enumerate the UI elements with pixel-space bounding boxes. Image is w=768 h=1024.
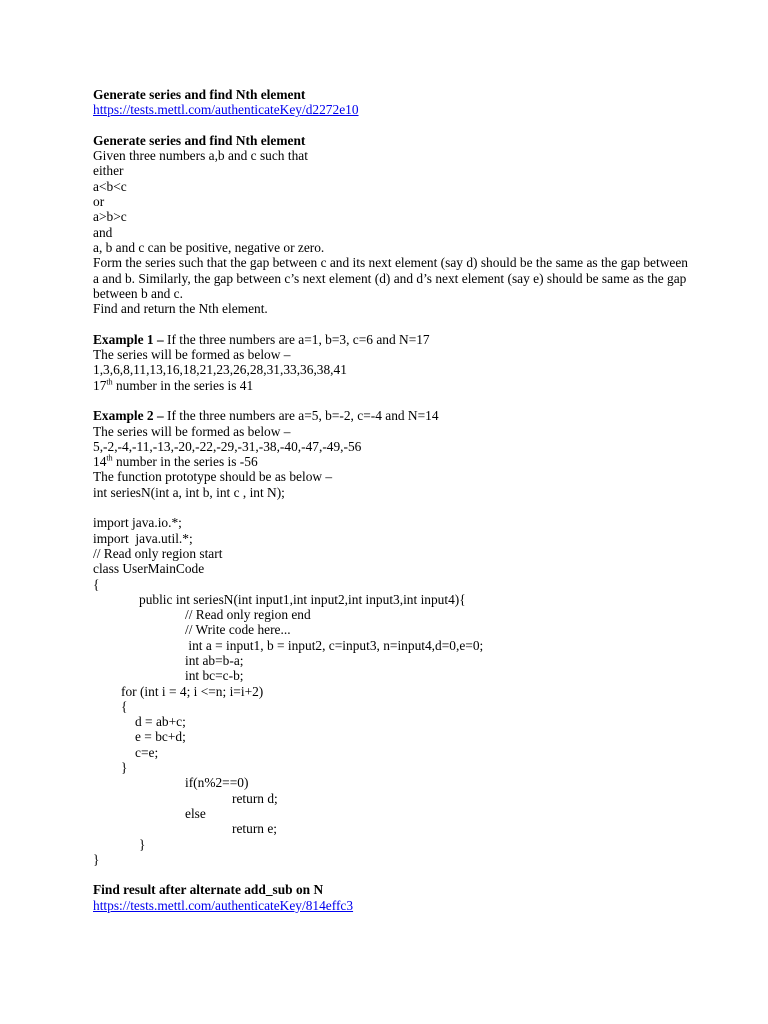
example-1-nth: [93, 378, 693, 393]
code-line: d = ab+c;: [135, 714, 186, 730]
problem-final-line: Find and return the Nth element.: [93, 301, 268, 317]
code-line: class UserMainCode: [93, 561, 205, 577]
example-2-nth-text: number in the series is -56: [112, 454, 258, 470]
code-line: return d;: [232, 790, 278, 806]
test-link[interactable]: https://tests.mettl.com/authenticateKey/d2272e10: [93, 102, 359, 118]
example-2-line2: The series will be formed as below –: [93, 423, 291, 439]
problem-line: and: [93, 224, 113, 240]
code-comment: // Write code here...: [185, 622, 291, 638]
example-2-statement: [93, 408, 693, 423]
example-1-series: 1,3,6,8,11,13,16,18,21,23,26,28,31,33,36,38,41: [93, 362, 347, 378]
example-2-label: Example 2 –: [93, 408, 164, 424]
problem-line: Given three numbers a,b and c such that: [93, 148, 308, 164]
code-brace: {: [121, 698, 128, 714]
prototype-intro: The function prototype should be as below –: [93, 469, 333, 485]
problem-title: Generate series and find Nth element: [93, 132, 306, 148]
code-line: if(n%2==0): [185, 775, 249, 791]
test-link[interactable]: https://tests.mettl.com/authenticateKey/814effc3: [93, 897, 354, 913]
example-2-series: 5,-2,-4,-11,-13,-20,-22,-29,-31,-38,-40,-47,-49,-56: [93, 438, 362, 454]
code-line: public int seriesN(int input1,int input2,int input3,int input4){: [139, 591, 466, 607]
problem-line: or: [93, 194, 105, 210]
example-2-text: If the three numbers are a=5, b=-2, c=-4 and N=14: [163, 408, 439, 424]
problem-line: a<b<c: [93, 178, 127, 194]
problem-line: a>b>c: [93, 209, 127, 225]
problem-paragraph: Form the series such that the gap between c and its next element (say d) should be the same as the gap between a and b. Similarly, the gap between c’s next element (d) and d’s next element (say e) should be same as the gap between b and c.: [93, 255, 688, 301]
code-comment: // Read only region start: [93, 545, 223, 561]
example-2-nth-suffix: th: [106, 453, 113, 463]
example-1-label: Example 1 –: [93, 331, 164, 347]
code-line: int bc=c-b;: [185, 668, 244, 684]
example-2-nth: [93, 454, 693, 469]
code-line: return e;: [232, 821, 277, 837]
code-brace: {: [93, 576, 100, 592]
section-heading: Find result after alternate add_sub on N: [93, 882, 324, 898]
code-line: int a = input1, b = input2, c=input3, n=input4,d=0,e=0;: [185, 637, 484, 653]
example-1-statement: [93, 332, 693, 347]
code-line: c=e;: [135, 744, 159, 760]
code-line: int ab=b-a;: [185, 652, 244, 668]
code-line: import java.io.*;: [93, 515, 182, 531]
example-1-nth-number: 17: [93, 377, 107, 393]
example-1-nth-suffix: th: [106, 377, 113, 387]
code-comment: // Read only region end: [185, 607, 311, 623]
code-line: import java.util.*;: [93, 530, 193, 546]
problem-line: either: [93, 163, 124, 179]
example-1-text: If the three numbers are a=1, b=3, c=6 and N=17: [163, 331, 430, 347]
example-1-nth-text: number in the series is 41: [112, 377, 254, 393]
problem-line: a, b and c can be positive, negative or zero.: [93, 239, 325, 255]
code-line: e = bc+d;: [135, 729, 186, 745]
document-page: [93, 87, 693, 913]
code-brace: }: [93, 851, 100, 867]
code-brace: }: [121, 760, 128, 776]
prototype-signature: int seriesN(int a, int b, int c , int N);: [93, 484, 285, 500]
section-heading: Generate series and find Nth element: [93, 87, 306, 102]
example-1-line2: The series will be formed as below –: [93, 347, 291, 363]
example-2-nth-number: 14: [93, 454, 107, 470]
code-line: for (int i = 4; i <=n; i=i+2): [121, 683, 264, 699]
code-line: else: [185, 805, 206, 821]
code-brace: }: [139, 836, 146, 852]
